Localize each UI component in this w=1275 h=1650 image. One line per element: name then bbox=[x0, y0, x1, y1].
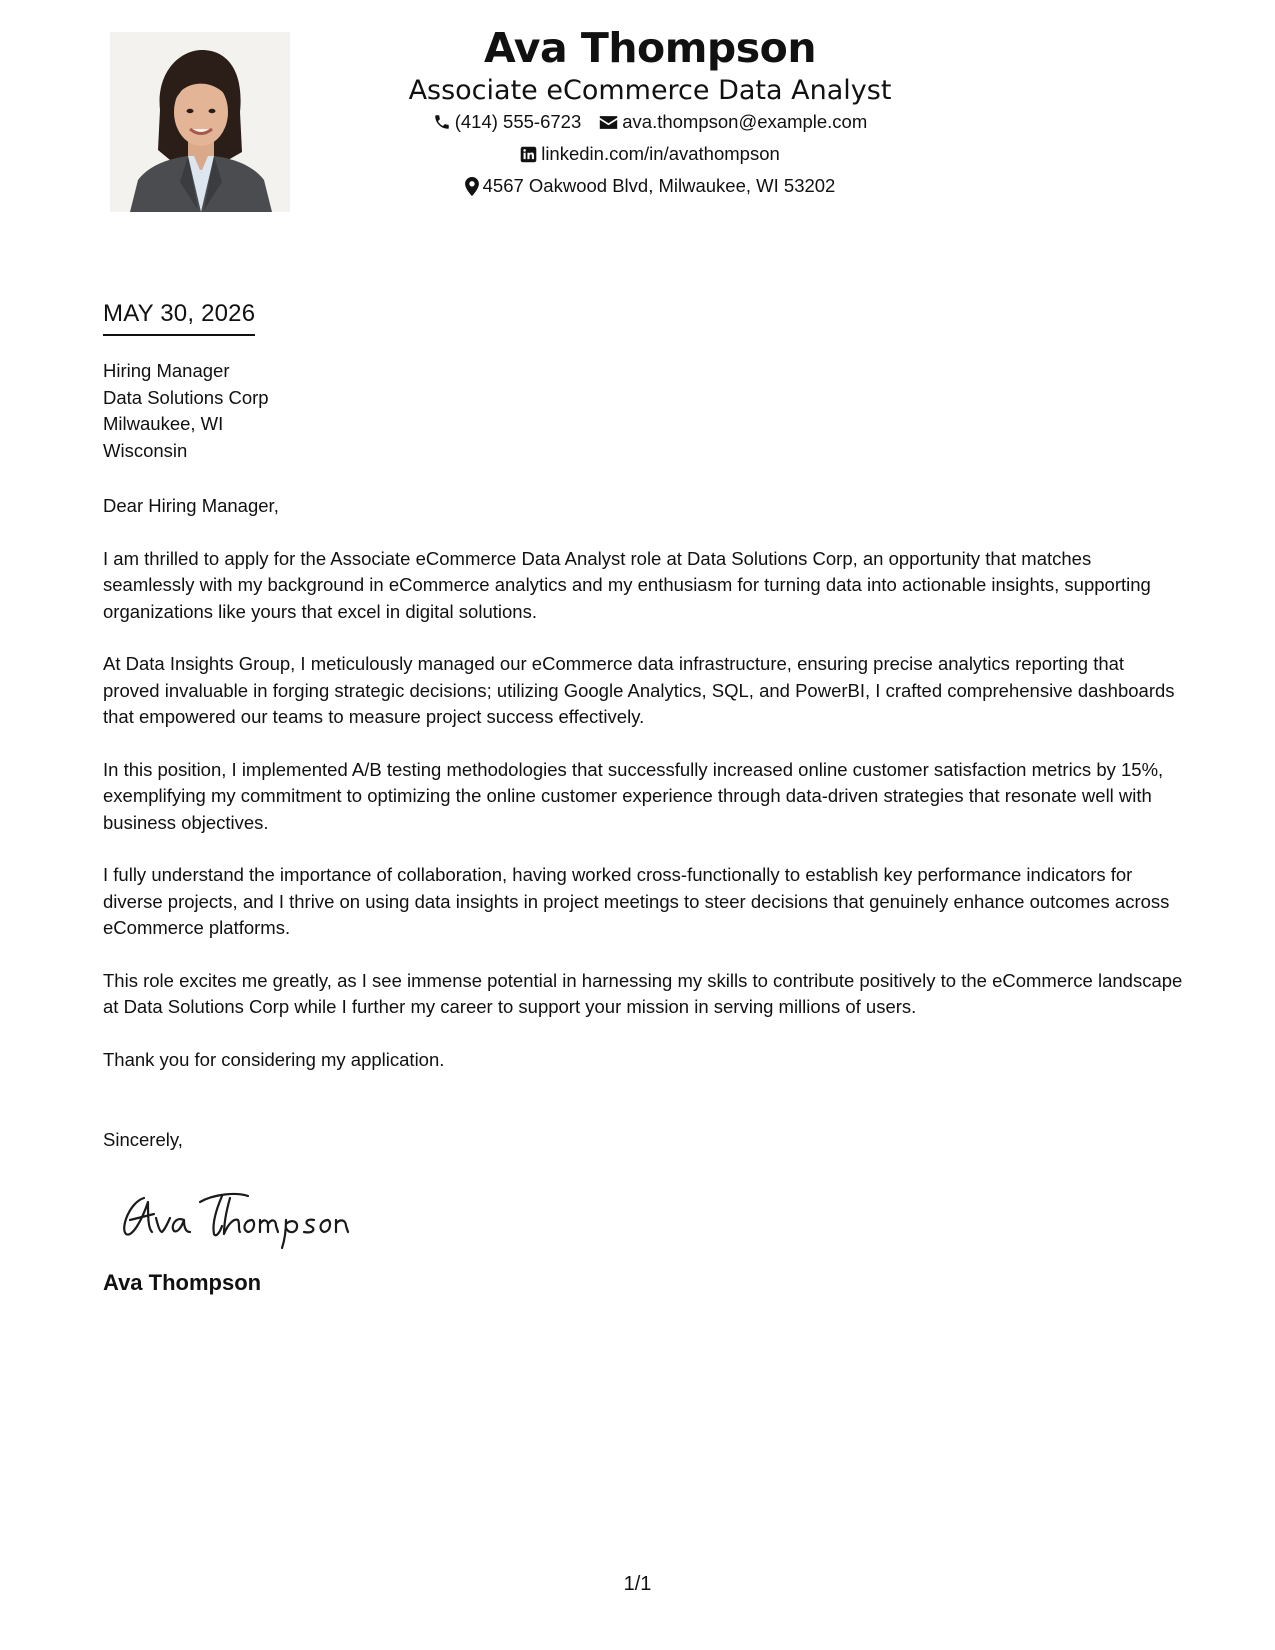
phone-icon bbox=[433, 113, 451, 131]
applicant-job-title: Associate eCommerce Data Analyst bbox=[408, 75, 892, 106]
applicant-name: Ava Thompson bbox=[483, 24, 817, 72]
page-number: 1/1 bbox=[623, 1573, 652, 1595]
profile-photo bbox=[110, 32, 290, 212]
street-address: 4567 Oakwood Blvd, Milwaukee, WI 53202 bbox=[482, 175, 836, 196]
contact-row-3 bbox=[300, 170, 1000, 202]
letter-paragraph: I fully understand the importance of collaboration, having worked cross-functionally to establish key performance indicators for diverse projects, and I thrive on using data insights in project meetings to steer decisions that genuinely enhance outcomes across eCommerce platforms. bbox=[103, 864, 1170, 938]
contact-row-2 bbox=[300, 138, 1000, 170]
salutation: Dear Hiring Manager, bbox=[103, 495, 279, 516]
letter-paragraph: In this position, I implemented A/B testing methodologies that successfully increased online customer satisfaction metrics by 15%, exemplifying my commitment to optimizing the online customer experience through data-driven strategies that resonate well with business objectives. bbox=[103, 758, 1164, 833]
letter-date: MAY 30, 2026 bbox=[103, 296, 255, 336]
recipient-line: Wisconsin bbox=[103, 439, 188, 461]
phone-number: (414) 555-6723 bbox=[454, 111, 582, 132]
letter-body bbox=[103, 493, 1183, 1099]
signer-name: Ava Thompson bbox=[103, 1270, 262, 1295]
letter-paragraph: I am thrilled to apply for the Associate eCommerce Data Analyst role at Data Solutions Corp, an opportunity that matches seamlessly with my background in eCommerce analytics and my enthusiasm for turning data into actionable insights, supporting organizations like yours that excel in digital solutions. bbox=[103, 547, 1151, 622]
recipient-line: Data Solutions Corp bbox=[103, 386, 269, 408]
letter-paragraph: Thank you for considering my application. bbox=[103, 1048, 445, 1070]
portrait-image bbox=[110, 32, 290, 212]
recipient-line: Milwaukee, WI bbox=[103, 413, 224, 434]
linkedin-contact bbox=[520, 138, 780, 170]
resume-header bbox=[300, 20, 1000, 202]
signature-image bbox=[118, 1180, 358, 1250]
linkedin-icon bbox=[520, 146, 537, 163]
contact-row-1 bbox=[300, 106, 1000, 138]
email-contact bbox=[599, 106, 867, 138]
closing: Sincerely, bbox=[103, 1129, 183, 1150]
phone-contact bbox=[433, 106, 582, 138]
letter-paragraph: This role excites me greatly, as I see immense potential in harnessing my skills to contribute positively to the eCommerce landscape at Data Solutions Corp while I further my career to support your mission in serving millions of users. bbox=[103, 969, 1183, 1017]
letter-date-block bbox=[103, 296, 255, 336]
address-contact bbox=[465, 170, 836, 202]
linkedin-url: linkedin.com/in/avathompson bbox=[541, 143, 780, 164]
map-pin-icon bbox=[465, 177, 479, 196]
envelope-icon bbox=[599, 115, 618, 130]
signature-drawing bbox=[118, 1180, 358, 1250]
recipient-line: Hiring Manager bbox=[103, 360, 230, 381]
recipient-address bbox=[103, 358, 269, 464]
email-address: ava.thompson@example.com bbox=[622, 111, 868, 132]
letter-paragraph: At Data Insights Group, I meticulously managed our eCommerce data infrastructure, ensuring precise analytics reporting that proved invaluable in forging strategic decisions; utilizing Google Analytics, SQL, and PowerBI, I crafted comprehensive dashboards that empowered our teams to measure project success effectively. bbox=[103, 653, 1175, 727]
